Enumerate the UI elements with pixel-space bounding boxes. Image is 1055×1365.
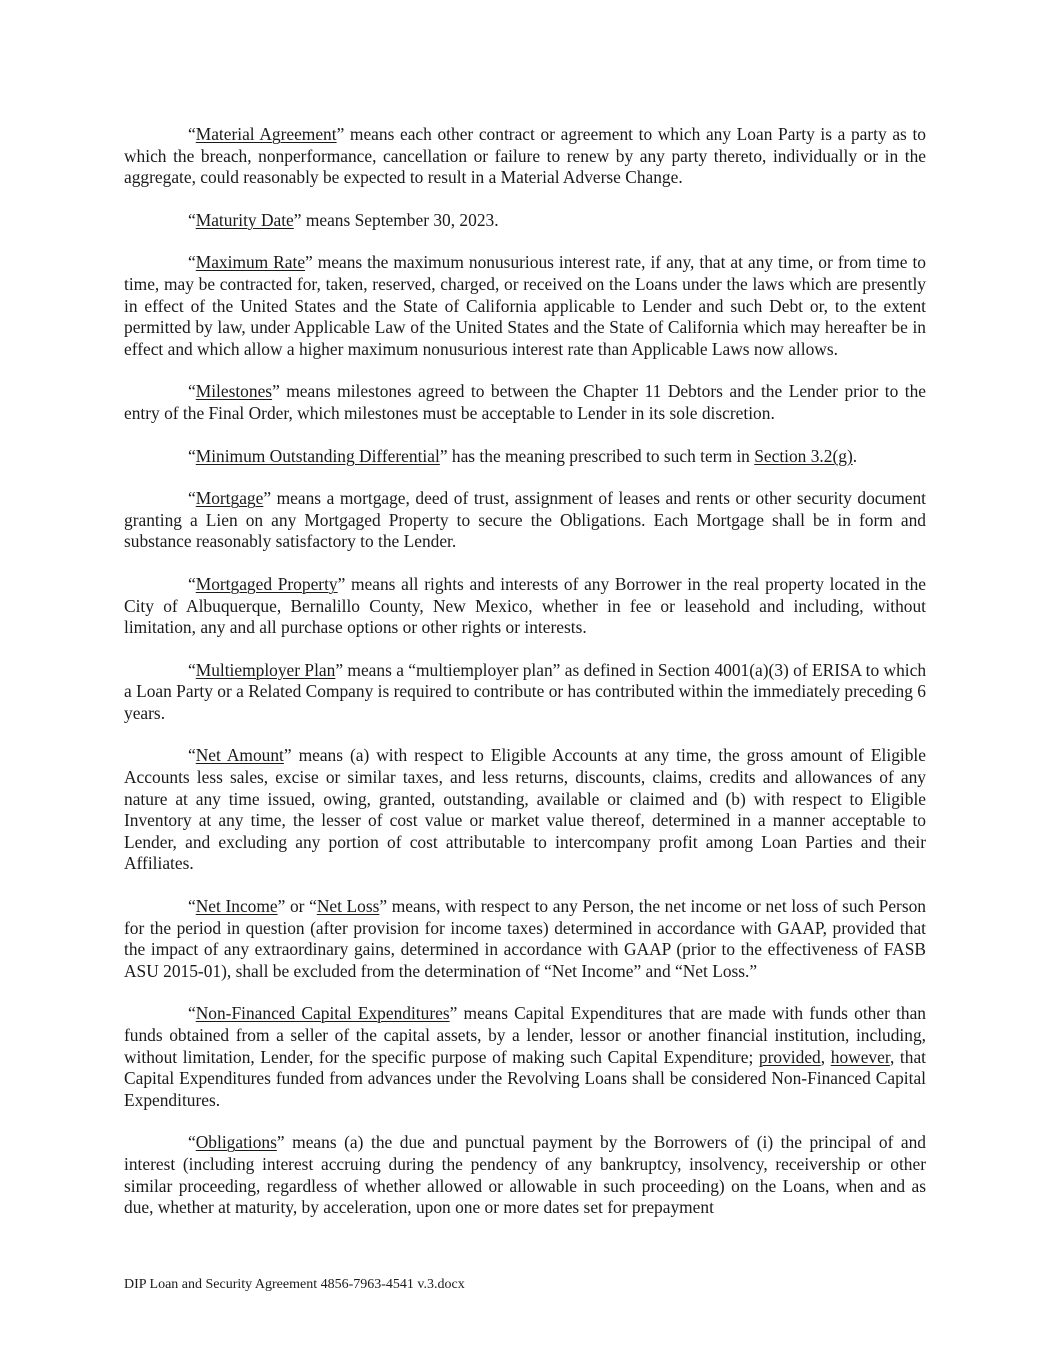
open-quote: “ bbox=[188, 745, 196, 766]
definition-maturity-date bbox=[124, 210, 926, 232]
defined-term: Mortgage bbox=[195, 488, 264, 509]
definition-text-end: . bbox=[852, 445, 858, 466]
open-quote: “ bbox=[188, 209, 196, 230]
defined-term: Net Amount bbox=[195, 745, 284, 766]
definition-text: ” means, with respect to any Person, the net income or net loss of such Person for the period in question (after provision for income taxes) determined in accordance with GAAP, provided that the impact of any extraordinary gains, determined in accordance with GAAP (prior to the effectiveness of FASB ASU 2015-01), shall be excluded from the determination of “Net Income” and “Net Loss.” bbox=[124, 896, 926, 981]
open-quote: “ bbox=[188, 1132, 196, 1153]
document-page bbox=[124, 124, 926, 1219]
definition-milestones bbox=[124, 381, 926, 424]
defined-term: Multiemployer Plan bbox=[195, 659, 336, 680]
definition-text: ” means a “multiemployer plan” as defined in Section 4001(a)(3) of ERISA to which a Loan Party or a Related Company is required to contribute or has contributed within the immediately preceding 6 years. bbox=[124, 659, 927, 723]
definition-maximum-rate bbox=[124, 252, 926, 360]
definition-net-amount bbox=[124, 745, 926, 875]
open-quote: “ bbox=[188, 488, 196, 509]
definition-obligations bbox=[124, 1132, 926, 1218]
defined-term: Maximum Rate bbox=[195, 252, 306, 273]
definition-text: ” means milestones agreed to between the Chapter 11 Debtors and the Lender prior to the entry of the Final Order, which milestones must be acceptable to Lender in its sole discretion. bbox=[124, 381, 926, 423]
defined-term: Mortgaged Property bbox=[195, 573, 338, 594]
open-quote: “ bbox=[188, 381, 196, 402]
definition-text: ” means each other contract or agreement to which any Loan Party is a party as to which the breach, nonperformance, cancellation or failure to renew by any party thereto, individually or in the aggregate, could reasonably be expected to result in a Material Adverse Change. bbox=[124, 124, 926, 188]
definition-non-financed-capital-expenditures bbox=[124, 1003, 926, 1111]
definition-net-income bbox=[124, 896, 926, 982]
definition-connector: ” or “ bbox=[277, 896, 317, 917]
definition-multiemployer-plan bbox=[124, 660, 926, 725]
definition-text: ” means Capital Expenditures that are made with funds other than funds obtained from a seller of the capital assets, by a lender, lessor or another financial institution, including, without limitation, Lender, for the specific purpose of making such Capital Expenditure; bbox=[124, 1003, 927, 1067]
open-quote: “ bbox=[188, 896, 196, 917]
open-quote: “ bbox=[188, 252, 196, 273]
defined-term: Non-Financed Capital Expenditures bbox=[195, 1003, 450, 1024]
open-quote: “ bbox=[188, 1003, 196, 1024]
definition-text: ” means (a) the due and punctual payment by the Borrowers of (i) the principal of and interest (including interest accruing during the pendency of any bankruptcy, insolvency, receivership or other similar proceeding, regardless of whether allowed or allowable in such proceeding) on the Loans, when and as due, whether at maturity, by acceleration, upon one or more dates set for prepayment bbox=[124, 1132, 926, 1218]
open-quote: “ bbox=[188, 659, 196, 680]
open-quote: “ bbox=[188, 573, 196, 594]
definition-text: ” means (a) with respect to Eligible Accounts at any time, the gross amount of Eligible Accounts less sales, excise or similar taxes, and less returns, discounts, claims, credits and allowances of any nature at any time issued, owing, granted, outstanding, available or claimed and (b) with respect to Eligible Inventory at any time, the lesser of cost value or market value thereof, determined in a manner acceptable to Lender, and excluding any portion of cost attributable to intercompany profit among Loan Parties and their Affiliates. bbox=[124, 745, 926, 874]
definition-text: ” means September 30, 2023. bbox=[293, 209, 499, 230]
definition-material-agreement bbox=[124, 124, 926, 189]
open-quote: “ bbox=[188, 445, 196, 466]
defined-term: Net Income bbox=[195, 896, 278, 917]
definition-text: ” means the maximum nonusurious interest rate, if any, that at any time, or from time to time, may be contracted for, taken, reserved, charged, or received on the Loans under the laws which are presently in effect of the United States and the State of California applicable to Lender and such Debt or, to the extent permitted by law, under Applicable Law of the United States and the State of California which may hereafter be in effect and which allow a higher maximum nonusurious interest rate than Applicable Laws now allows. bbox=[124, 252, 926, 359]
proviso-however: however bbox=[830, 1046, 890, 1067]
section-reference: Section 3.2(g) bbox=[754, 445, 853, 466]
defined-term-secondary: Net Loss bbox=[316, 896, 380, 917]
definition-text-end: , that Capital Expenditures funded from advances under the Revolving Loans shall be considered Non-Financed Capital Expenditures. bbox=[124, 1046, 927, 1110]
open-quote: “ bbox=[188, 124, 196, 144]
definition-text: ” means a mortgage, deed of trust, assignment of leases and rents or other security document granting a Lien on any Mortgaged Property to secure the Obligations. Each Mortgage shall be in form and substance reasonably satisfactory to the Lender. bbox=[124, 488, 926, 552]
proviso-provided: provided bbox=[758, 1046, 821, 1067]
definition-minimum-outstanding-differential bbox=[124, 446, 926, 468]
definition-mortgaged-property bbox=[124, 574, 926, 639]
defined-term: Maturity Date bbox=[195, 209, 294, 230]
definition-text: ” means all rights and interests of any Borrower in the real property located in the City of Albuquerque, Bernalillo County, New Mexico, whether in fee or leasehold and including, without limitation, any and all purchase options or other rights or interests. bbox=[124, 573, 927, 638]
definition-mortgage bbox=[124, 488, 926, 553]
defined-term: Milestones bbox=[195, 381, 273, 402]
defined-term: Obligations bbox=[195, 1132, 277, 1153]
defined-term: Minimum Outstanding Differential bbox=[195, 445, 440, 466]
definition-text: ” has the meaning prescribed to such term in bbox=[439, 445, 755, 466]
defined-term: Material Agreement bbox=[195, 124, 337, 144]
document-footer: DIP Loan and Security Agreement 4856-7963-4541 v.3.docx bbox=[124, 1277, 465, 1292]
proviso-separator: , bbox=[820, 1046, 831, 1067]
